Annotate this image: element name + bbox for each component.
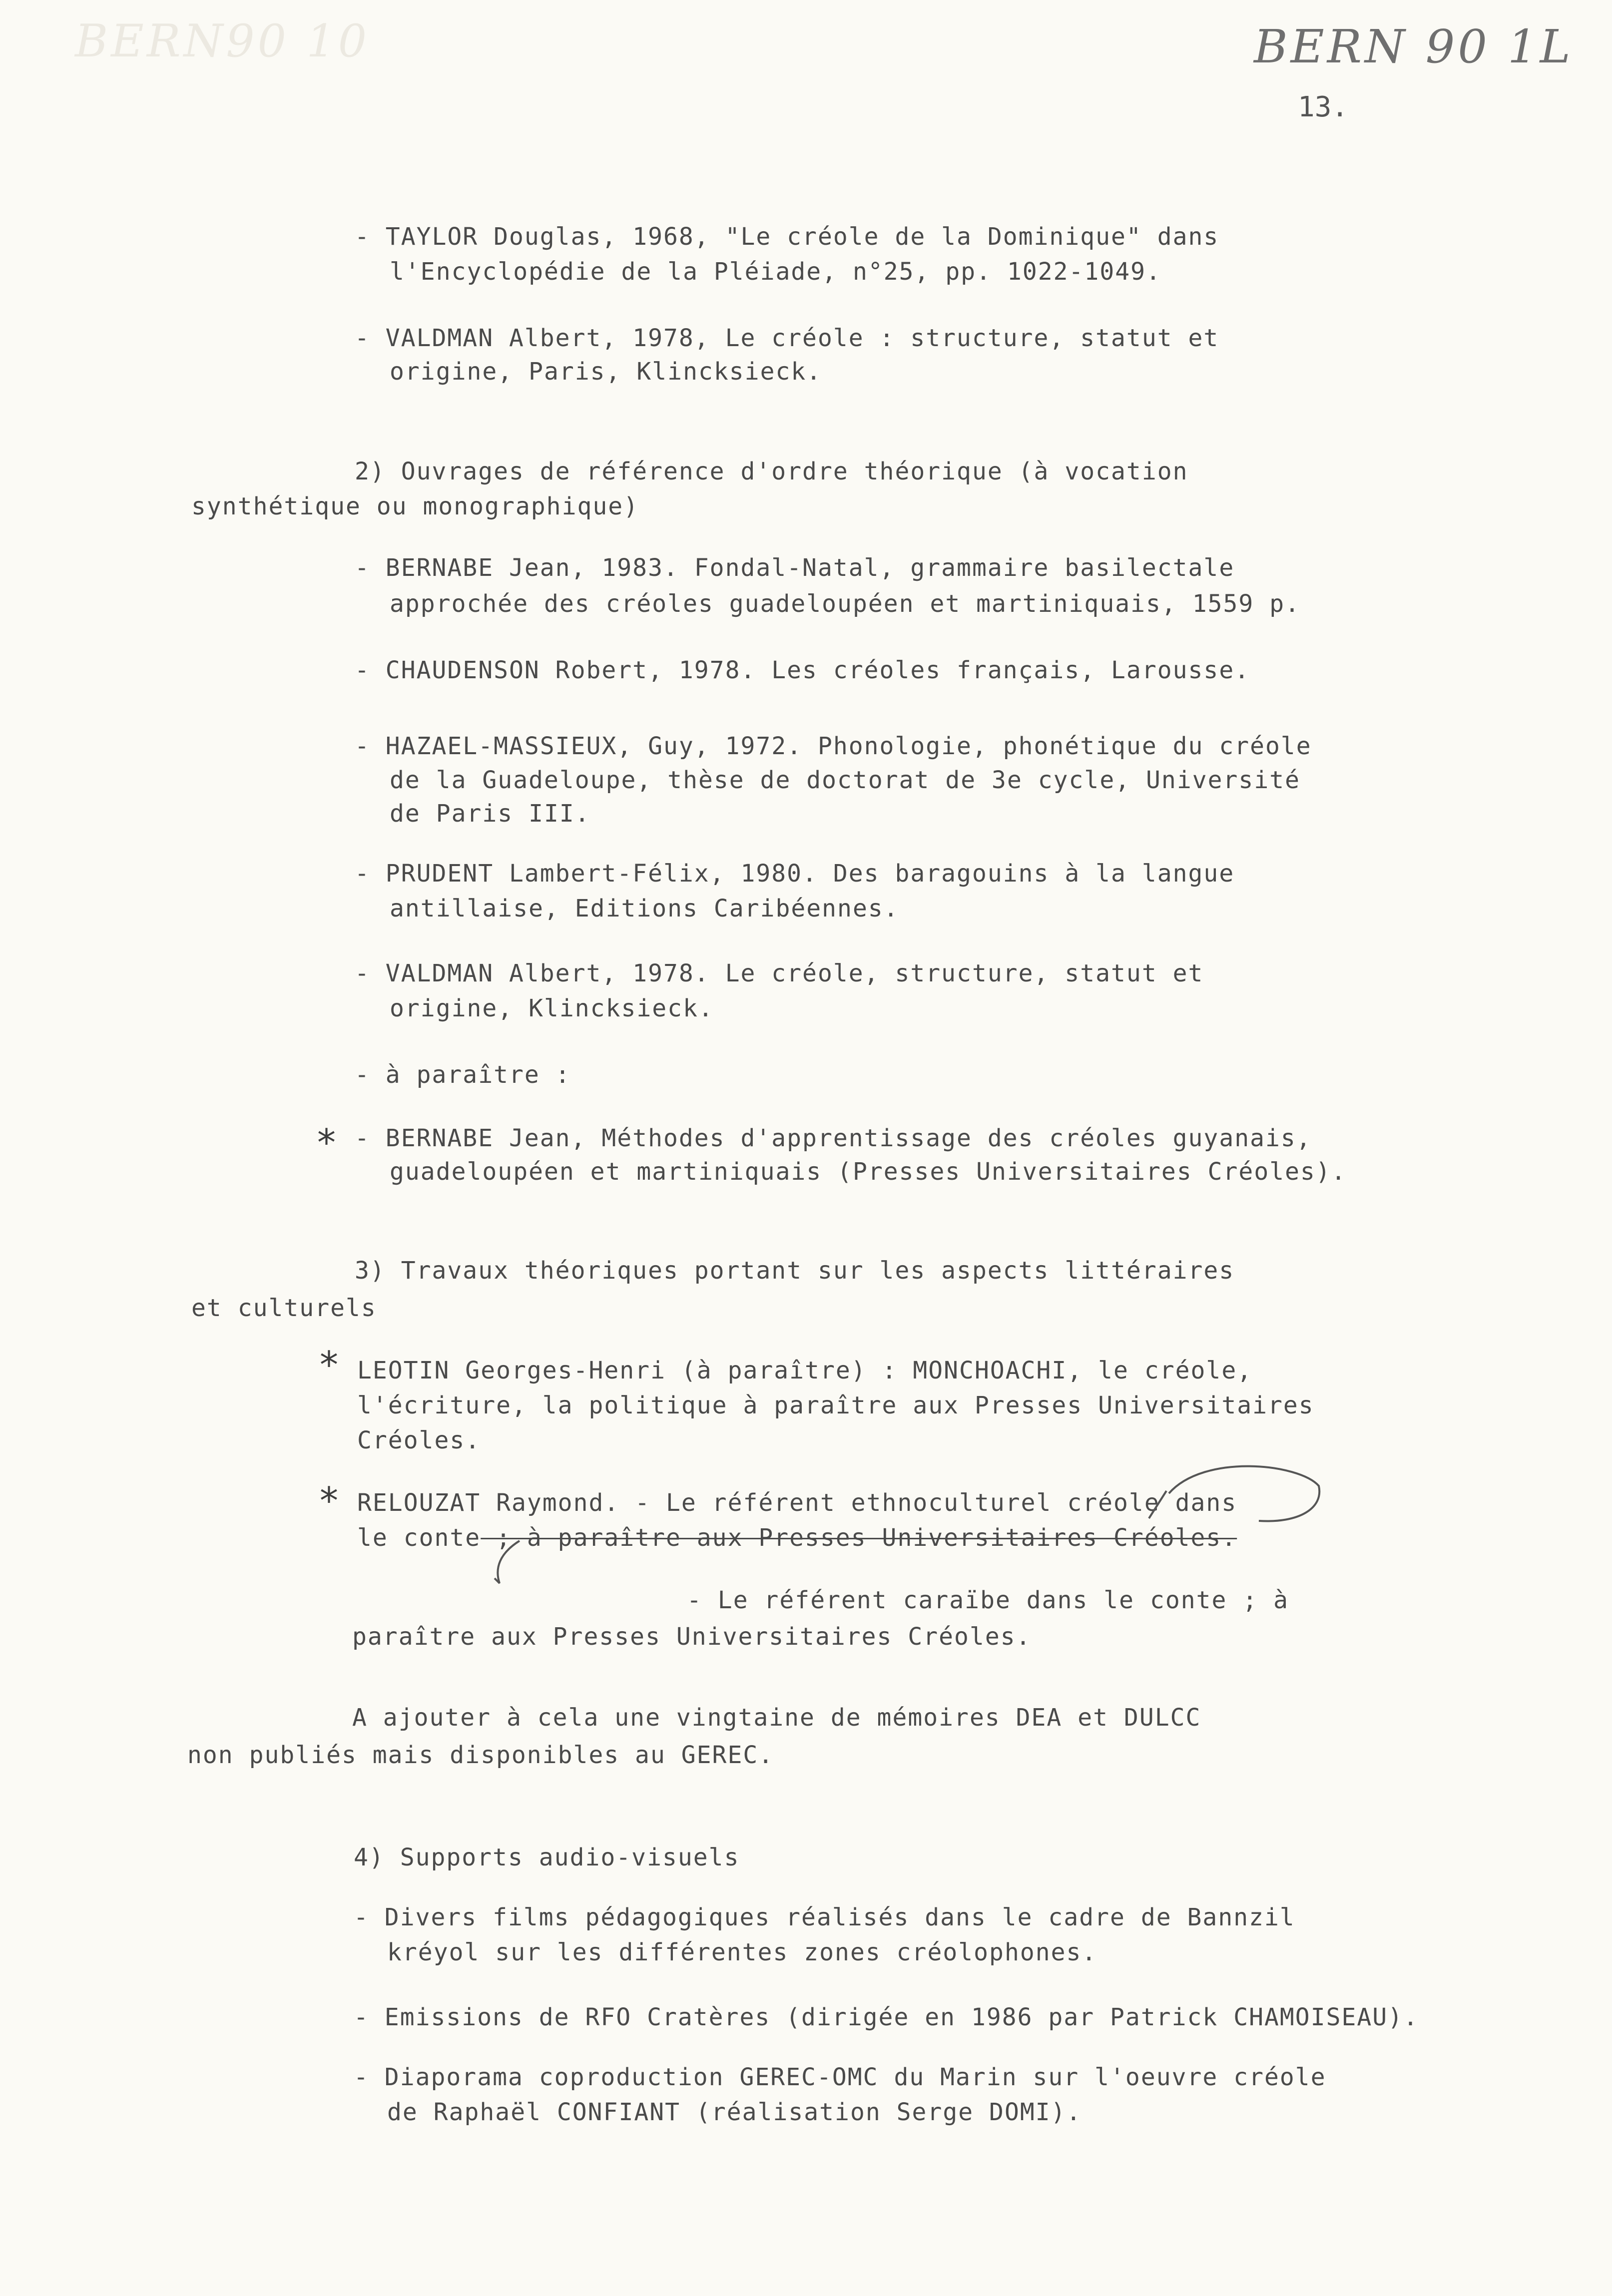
leotin-line-2: l'écriture, la politique à paraître aux Presses Universitaires (357, 1391, 1314, 1419)
valdman2-line-1: - VALDMAN Albert, 1978. Le créole, structure, statut et (355, 959, 1204, 987)
insertion-arrow-mark (495, 1491, 1166, 1583)
relouzat-line-1: RELOUZAT Raymond. - Le référent ethnoculturel créole dans (357, 1489, 1237, 1517)
taylor-line-2: l'Encyclopédie de la Pléiade, n°25, pp. 1022-1049. (390, 258, 1161, 286)
a-paraitre-line: - à paraître : (355, 1061, 571, 1089)
section3-heading-1: 3) Travaux théoriques portant sur les aspects littéraires (355, 1257, 1235, 1285)
valdman-line-2: origine, Paris, Klincksieck. (390, 358, 822, 386)
films-line-2: kréyol sur les différentes zones créolophones. (387, 1938, 1097, 1966)
bernabe2-line-2: guadeloupéen et martiniquais (Presses Universitaires Créoles). (390, 1158, 1347, 1186)
hazael-line-3: de Paris III. (390, 800, 590, 828)
section2-heading-1: 2) Ouvrages de référence d'ordre théorique (à vocation (355, 458, 1188, 485)
relouzat2-line-1: - Le référent caraïbe dans le conte ; à (687, 1586, 1289, 1614)
leotin-line-3: Créoles. (357, 1426, 481, 1454)
emissions-line: - Emissions de RFO Cratères (dirigée en 1986 par Patrick CHAMOISEAU). (354, 2003, 1419, 2031)
circle-mark (1169, 1466, 1319, 1521)
chaudenson-line: - CHAUDENSON Robert, 1978. Les créoles français, Larousse. (355, 656, 1250, 684)
taylor-line-1: - TAYLOR Douglas, 1968, "Le créole de la Dominique" dans (355, 223, 1219, 251)
section2-heading-2: synthétique ou monographique) (191, 492, 639, 520)
faint-stamp-text: BERN90 10 (75, 15, 370, 67)
handwritten-reference: BERN 90 1L (1254, 20, 1574, 73)
asterisk-mark: * (320, 1479, 338, 1522)
ajouter-line-2: non publiés mais disponibles au GEREC. (187, 1741, 774, 1769)
prudent-line-1: - PRUDENT Lambert-Félix, 1980. Des baragouins à la langue (355, 860, 1235, 888)
hazael-line-1: - HAZAEL-MASSIEUX, Guy, 1972. Phonologie, phonétique du créole (355, 732, 1312, 760)
relouzat-line-2-start: le conte (357, 1524, 481, 1552)
page-number: 13. (1298, 91, 1349, 123)
diaporama-line-1: - Diaporama coproduction GEREC-OMC du Marin sur l'oeuvre créole (354, 2063, 1326, 2091)
section3-heading-2: et culturels (191, 1294, 377, 1322)
hazael-line-2: de la Guadeloupe, thèse de doctorat de 3e cycle, Université (390, 766, 1301, 794)
diaporama-line-2: de Raphaël CONFIANT (réalisation Serge DOMI). (387, 2098, 1082, 2126)
relouzat-struck-text: ; à paraître aux Presses Universitaires Créoles. (481, 1524, 1237, 1552)
valdman2-line-2: origine, Klincksieck. (390, 994, 714, 1022)
ajouter-line-1: A ajouter à cela une vingtaine de mémoires DEA et DULCC (352, 1704, 1201, 1732)
relouzat2-line-2: paraître aux Presses Universitaires Créoles. (352, 1623, 1032, 1651)
prudent-line-2: antillaise, Editions Caribéennes. (390, 895, 899, 922)
bernabe-line-2: approchée des créoles guadeloupéen et martiniquais, 1559 p. (390, 590, 1301, 618)
asterisk-mark: * (320, 1344, 338, 1386)
bernabe-line-1: - BERNABE Jean, 1983. Fondal-Natal, grammaire basilectale (355, 554, 1235, 582)
asterisk-mark: * (317, 1121, 336, 1164)
bernabe2-line-1: - BERNABE Jean, Méthodes d'apprentissage des créoles guyanais, (355, 1124, 1312, 1152)
leotin-line-1: LEOTIN Georges-Henri (à paraître) : MONCHOACHI, le créole, (357, 1357, 1253, 1384)
section4-heading: 4) Supports audio-visuels (354, 1843, 740, 1871)
films-line-1: - Divers films pédagogiques réalisés dans le cadre de Bannzil (354, 1903, 1295, 1931)
valdman-line-1: - VALDMAN Albert, 1978, Le créole : structure, statut et (355, 324, 1219, 352)
